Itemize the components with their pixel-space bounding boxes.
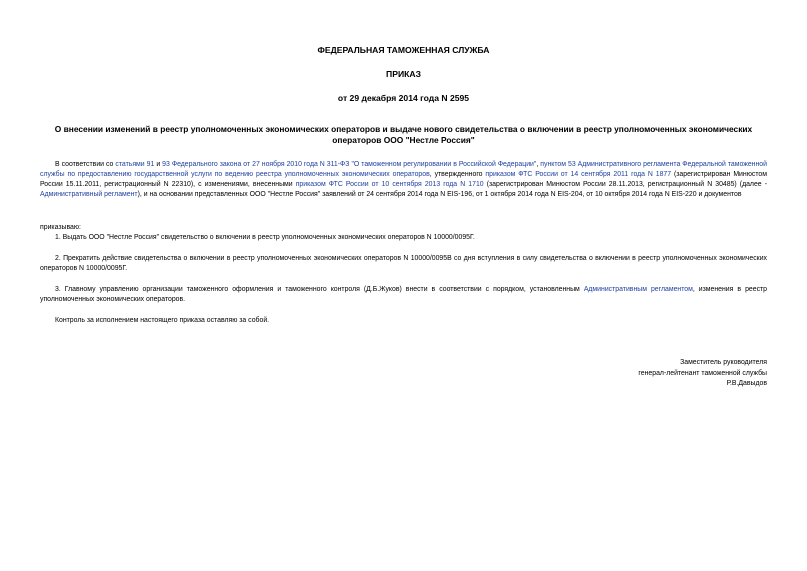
link-article-91[interactable]: статьями 91 — [115, 161, 155, 168]
item-3-text: 3. Главному управлению организации таможенного оформления и таможенного контроля (Д.Б.Жуков) внести в соответствии с порядком, установленным — [55, 286, 584, 293]
signer-rank: генерал-лейтенант таможенной службы — [638, 369, 767, 377]
item-3-text-end: , изменения в реестр уполномоченных экономических операторов. — [40, 286, 767, 303]
control-clause: Контроль за исполнением настоящего приказа оставляю за собой. — [55, 317, 270, 324]
preamble-text: ), и на основании представленных ООО "Нестле Россия" заявлений от 24 сентября 2014 года N EIS-196, от 1 октября 2014 года N EIS-204, от 10 октября 2014 года N EIS-220 и документов — [137, 191, 742, 198]
link-order-1710[interactable]: приказом ФТС России от 10 сентября 2013 года N 1710 — [295, 181, 484, 188]
preamble-text: , утвержденного — [429, 171, 486, 178]
signer-position: Заместитель руководителя — [680, 359, 767, 366]
preamble-paragraph — [40, 160, 767, 200]
agency-heading: ФЕДЕРАЛЬНАЯ ТАМОЖЕННАЯ СЛУЖБА — [317, 45, 490, 55]
order-word: приказываю: — [40, 224, 81, 231]
order-item-3 — [40, 285, 767, 305]
preamble-text: (зарегистрирован Минюстом России 15.11.2011, регистрационный N 22310), с изменениями, внесенными — [40, 171, 767, 188]
link-reglament-point-53[interactable]: пунктом 53 Административного регламента Федеральной таможенной службы по предоставлению государственной услуги по ведению реестра уполномоченных экономических операторов — [40, 161, 767, 178]
link-federal-law-311[interactable]: 93 Федерального закона от 27 ноября 2010 года N 311-ФЗ "О таможенном регулировании в Российской Федерации" — [162, 161, 537, 168]
preamble-text: , — [536, 161, 541, 168]
link-admin-reglament[interactable]: Административный регламент — [40, 191, 138, 198]
doc-type-heading: ПРИКАЗ — [386, 69, 421, 79]
link-admin-reglament-2[interactable]: Административным регламентом — [583, 286, 693, 293]
date-number-heading: от 29 декабря 2014 года N 2595 — [337, 93, 470, 103]
signer-name: Р.В.Давыдов — [726, 380, 767, 387]
order-item-1: 1. Выдать ООО "Нестле Россия" свидетельство о включении в реестр уполномоченных экономических операторов N 10000/0095Г. — [55, 234, 475, 241]
signature-block — [638, 358, 767, 390]
document-title: О внесении изменений в реестр уполномоченных экономических операторов и выдаче нового свидетельства о включении в реестр уполномоченных экономических операторов ООО "Нестле Россия" — [54, 124, 753, 145]
preamble-text: (зарегистрирован Минюстом России 28.11.2013, регистрационный N 30485) (далее - — [483, 181, 767, 188]
preamble-text: и — [154, 161, 163, 168]
link-order-1877[interactable]: приказом ФТС России от 14 сентября 2011 года N 1877 — [485, 171, 672, 178]
order-item-2: 2. Прекратить действие свидетельства о включении в реестр уполномоченных экономических операторов N 10000/0095В со дня вступления в силу свидетельства о включении в реестр уполномоченных экономических операторов N 10000/0095Г. — [40, 255, 767, 272]
preamble-text: В соответствии со — [55, 161, 116, 168]
